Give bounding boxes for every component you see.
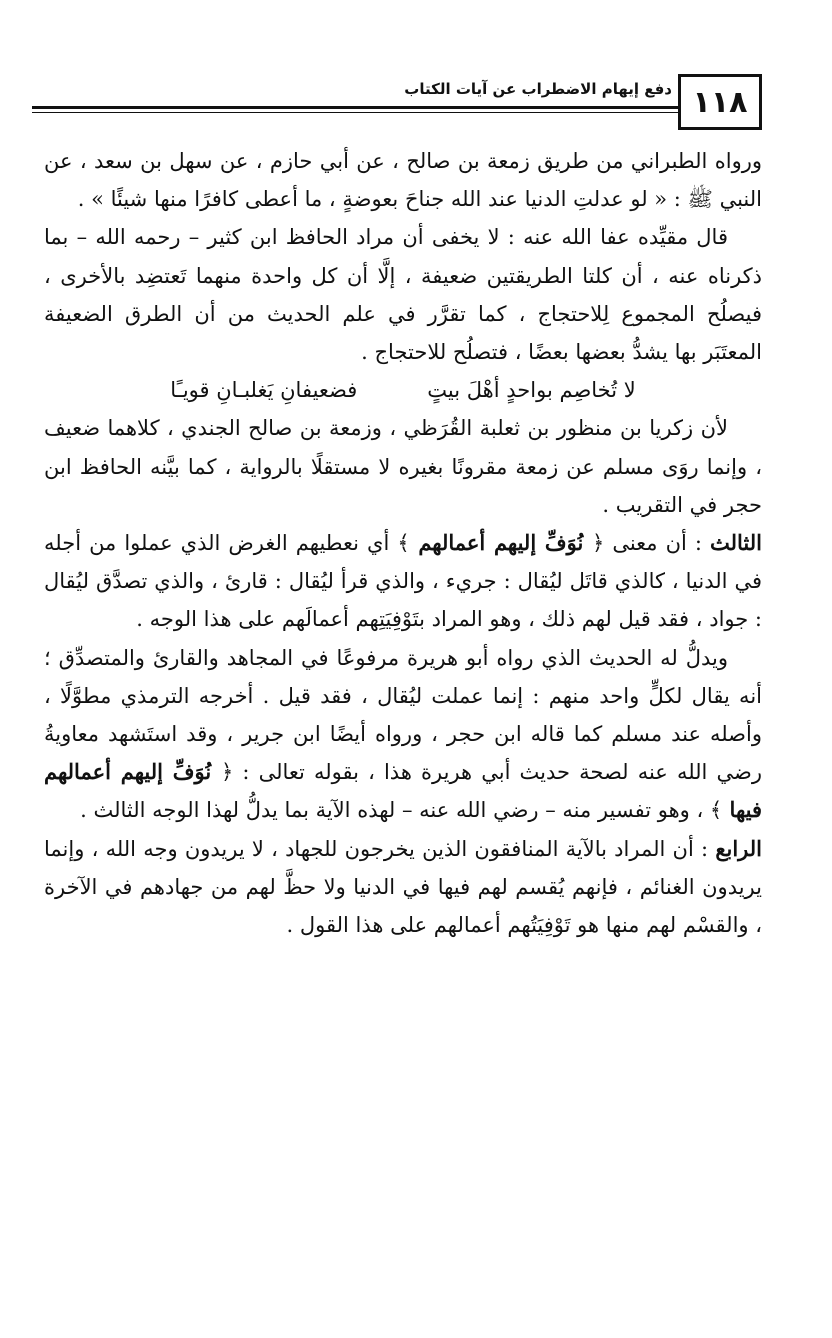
quran-verse-quote: نُوَفِّ إليهم أعمالهم bbox=[409, 530, 592, 556]
hadith-evidence-text: ويدلُّ له الحديث الذي رواه أبو هريرة مرفوعًا في المجاهد والقارئ والمتصدِّق ؛ أنه يقال لكلٍّ واحد منهم : إنما عملت ليُقال ، فقد قيل . أخرجه الترمذي مطوَّلًا ، وأصله عند مسلم كما قاله ابن حجر ، ورواه أيضًا ابن جرير ، وقد استَشهد معاويةُ رضي الله عنه لصحة حديث أبي هريرة هذا ، بقوله تعالى : bbox=[44, 645, 762, 785]
body-text bbox=[44, 142, 762, 944]
third-explanation: أي نعطيهم الغرض الذي عملوا من أجله في الدنيا ، كالذي قاتَل ليُقال : جريء ، والذي قرأ ليُقال : قارئ ، والذي تصدَّق ليُقال : جواد ، فقد قيل لهم ذلك ، وهو المراد بتَوْفِيَتِهم أعمالَهم على هذا الوجه . bbox=[44, 531, 762, 632]
paragraph-third-meaning bbox=[44, 524, 762, 639]
quran-verse-quote: نُوَفِّ إليهم أعمالهم فيها bbox=[44, 759, 762, 823]
section-label-fourth: الرابع bbox=[715, 835, 762, 861]
paragraph-hadith-evidence bbox=[44, 639, 762, 830]
header-rule bbox=[32, 106, 678, 109]
quran-bracket-open: ﴿ bbox=[220, 760, 234, 785]
verse-hemistich-first: لا تُخاصِم بواحدٍ أهْلَ بيتٍ bbox=[427, 378, 636, 403]
section-label-third: الثالث bbox=[710, 530, 762, 556]
running-title: دفع إيهام الاضطراب عن آيات الكتاب bbox=[404, 80, 672, 98]
quran-bracket-close: ﴾ bbox=[709, 798, 723, 823]
page-header bbox=[32, 70, 762, 140]
third-intro: : أن معنى bbox=[604, 531, 710, 556]
paragraph-author-comment: قال مقيِّده عفا الله عنه : لا يخفى أن مراد الحافظ ابن كثير – رحمه الله – بما ذكرناه عنه ، أن كلتا الطريقتين ضعيفة ، إلَّا أن كل واحدة منهما تَعتضِد بالأخرى ، فيصلُح المجموع لِلاحتجاج ، كما تقرَّر في علم الحديث من أن الطرق الضعيفة المعتَبَر بها يشدُّ بعضها بعضًا ، فتصلُح للاحتجاج . bbox=[44, 225, 762, 365]
verse-hemistich-second: فضعيفانِ يَغلبـانِ قويـًا bbox=[170, 378, 358, 403]
fourth-explanation: : أن المراد بالآية المنافقون الذين يخرجون للجهاد ، لا يريدون وجه الله ، وإنما يريدون الغنائم ، فإنهم يُقسم لهم فيها في الدنيا ولا حظَّ لهم من جهادهم في الآخرة ، والقسْم لهم منها هو تَوْفِيَتُهم أعمالهم على هذا القول . bbox=[44, 836, 762, 938]
hadith-evidence-conclusion: ، وهو تفسير منه – رضي الله عنه – لهذه الآية بما يدلُّ لهذا الوجه الثالث . bbox=[80, 798, 710, 823]
quran-bracket-close: ﴾ bbox=[397, 531, 410, 556]
page-number: ١١٨ bbox=[678, 74, 762, 130]
poetry-verse bbox=[44, 371, 762, 409]
header-rule-thin bbox=[32, 112, 678, 113]
paragraph-tabarani-narration: ورواه الطبراني من طريق زمعة بن صالح ، عن أبي حازم ، عن سهل بن سعد ، عن النبي ﷺ : « لو عدلتِ الدنيا عند الله جناحَ بعوضةٍ ، ما أعطى كافرًا منها شيئًا » . bbox=[44, 149, 762, 212]
quran-bracket-open: ﴿ bbox=[591, 531, 605, 556]
paragraph-fourth-meaning bbox=[44, 830, 762, 945]
paragraph-narrators-weakness: لأن زكريا بن منظور بن ثعلبة القُرَظي ، وزمعة بن صالح الجندي ، كلاهما ضعيف ، وإنما روَى مسلم عن زمعة مقرونًا بغيره لا مستقلًا بالرواية ، كما بيَّنه الحافظ ابن حجر في التقريب . bbox=[44, 416, 762, 517]
